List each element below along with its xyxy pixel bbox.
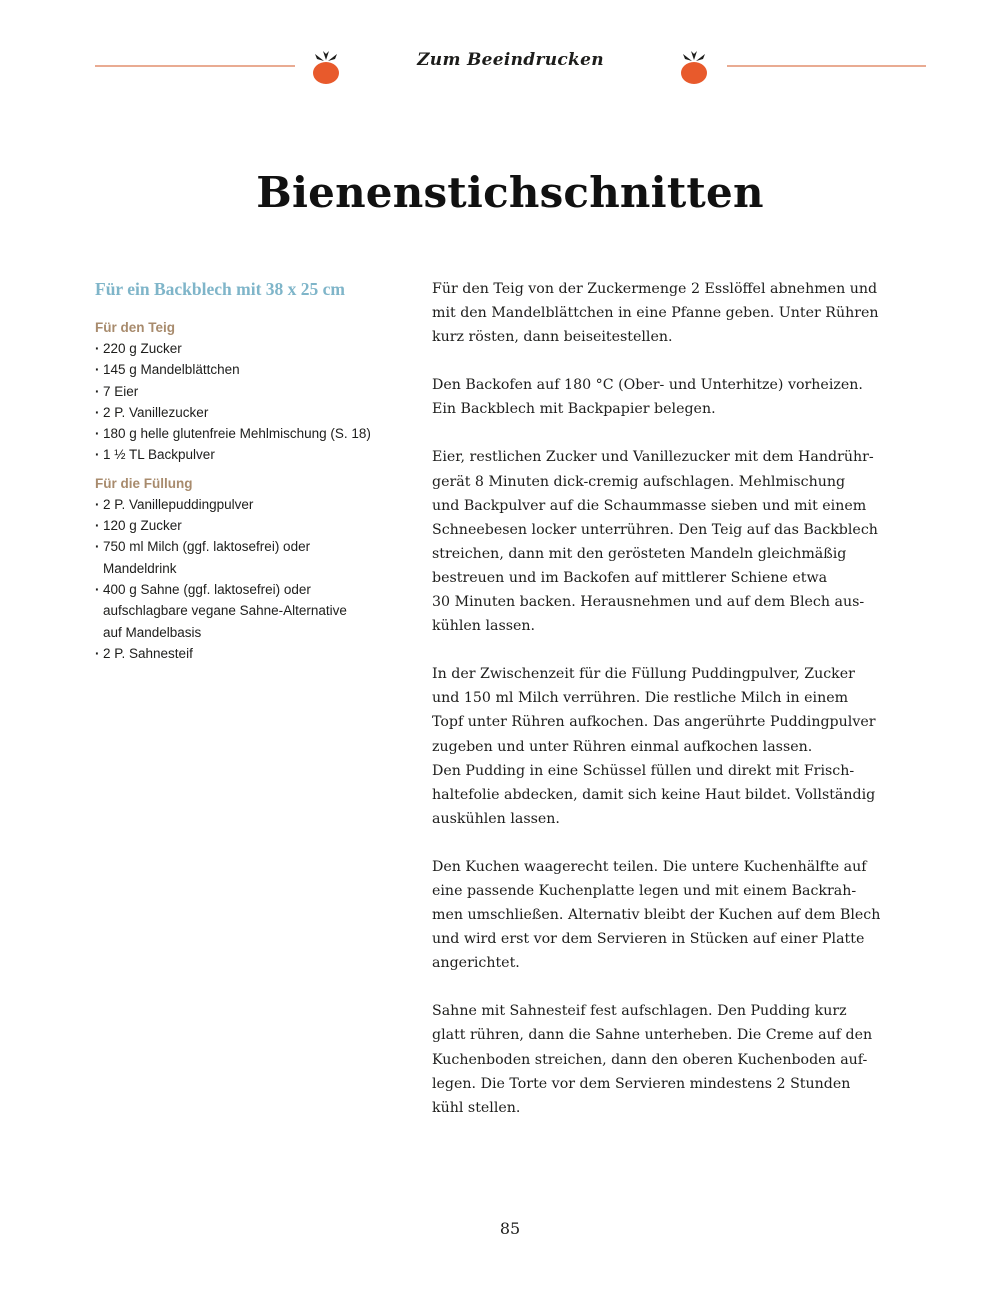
ingredient-item: · 145 g Mandelblättchen: [95, 359, 395, 380]
recipe-title: Bienenstichschnitten: [256, 168, 764, 217]
carrot-icon: [309, 48, 343, 86]
instruction-paragraph: Den Kuchen waagerecht teilen. Die untere Kuchenhälfte auf eine passende Kuchenplatte legen und mit einem Backrah- men umschließen. Alternativ bleibt der Kuchen auf dem Blech und wird erst vor dem Servieren in Stücken auf einer Platte angerichtet.: [432, 858, 881, 972]
instructions-column: [432, 277, 932, 1144]
running-header: [95, 44, 926, 88]
ingredient-list: [95, 494, 395, 664]
ingredient-item: · 220 g Zucker: [95, 338, 395, 359]
ingredient-groups: [95, 317, 395, 664]
page-number: 85: [499, 1219, 521, 1238]
instruction-paragraph: Den Backofen auf 180 °C (Ober- und Unterhitze) vorheizen. Ein Backblech mit Backpapier belegen.: [432, 377, 863, 418]
chapter-label: Zum Beeindrucken: [417, 50, 604, 70]
ingredient-item: · 1 ½ TL Backpulver: [95, 444, 395, 465]
ingredient-item: · 120 g Zucker: [95, 515, 395, 536]
ingredient-item: · 7 Eier: [95, 381, 395, 402]
ingredients-column: [95, 278, 395, 671]
ingredient-item: · 750 ml Milch (ggf. laktosefrei) oder Mandeldrink: [95, 536, 395, 579]
ingredient-group-heading: Für den Teig: [95, 320, 175, 335]
ingredient-item: · 180 g helle glutenfreie Mehlmischung (S. 18): [95, 423, 395, 444]
header-rule-left: [95, 65, 295, 67]
instruction-paragraph: Sahne mit Sahnesteif fest aufschlagen. Den Pudding kurz glatt rühren, dann die Sahne unterheben. Die Creme auf den Kuchenboden streichen, dann den oberen Kuchenboden auf- legen. Die Torte vor dem Servieren mindestens 2 Stunden kühl stellen.: [432, 1003, 873, 1116]
ingredient-list: [95, 338, 395, 466]
yield-line: Für ein Backblech mit 38 x 25 cm: [95, 279, 346, 299]
ingredient-item: · 2 P. Sahnesteif: [95, 643, 395, 664]
instruction-paragraph: In der Zwischenzeit für die Füllung Puddingpulver, Zucker und 150 ml Milch verrühren. Die restliche Milch in einem Topf unter Rühren aufkochen. Das angerührte Puddingpulver zugeben und unter Rühren einmal aufkochen lassen. Den Pudding in eine Schüssel füllen und direkt mit Frisch- haltefolie abdecken, damit sich keine Haut bildet. Vollständig auskühlen lassen.: [432, 666, 876, 827]
ingredient-group-heading: Für die Füllung: [95, 475, 193, 491]
instruction-paragraph: Für den Teig von der Zuckermenge 2 Esslöffel abnehmen und mit den Mandelblättchen in eine Pfanne geben. Unter Rühren kurz rösten, dann beiseitestellen.: [432, 281, 879, 346]
ingredient-item: · 2 P. Vanillezucker: [95, 402, 395, 423]
instruction-paragraph: Eier, restlichen Zucker und Vanillezucker mit dem Handrühr- gerät 8 Minuten dick-cremig aufschlagen. Mehlmischung und Backpulver auf die Schaummasse sieben und mit einem Schneebesen locker unterrühren. Den Teig auf das Backblech streichen, dann mit den gerösteten Mandeln gleichmäßig bestreuen und im Backofen auf mittlerer Schiene etwa 30 Minuten backen. Herausnehmen und auf dem Blech aus- kühlen lassen.: [432, 449, 878, 635]
header-rule-right: [727, 65, 926, 67]
ingredient-item: · 2 P. Vanillepuddingpulver: [95, 494, 395, 515]
ingredient-item: · 400 g Sahne (ggf. laktosefrei) oder aufschlagbare vegane Sahne-Alternative auf Mandelbasis: [95, 579, 395, 643]
carrot-icon: [677, 48, 711, 86]
